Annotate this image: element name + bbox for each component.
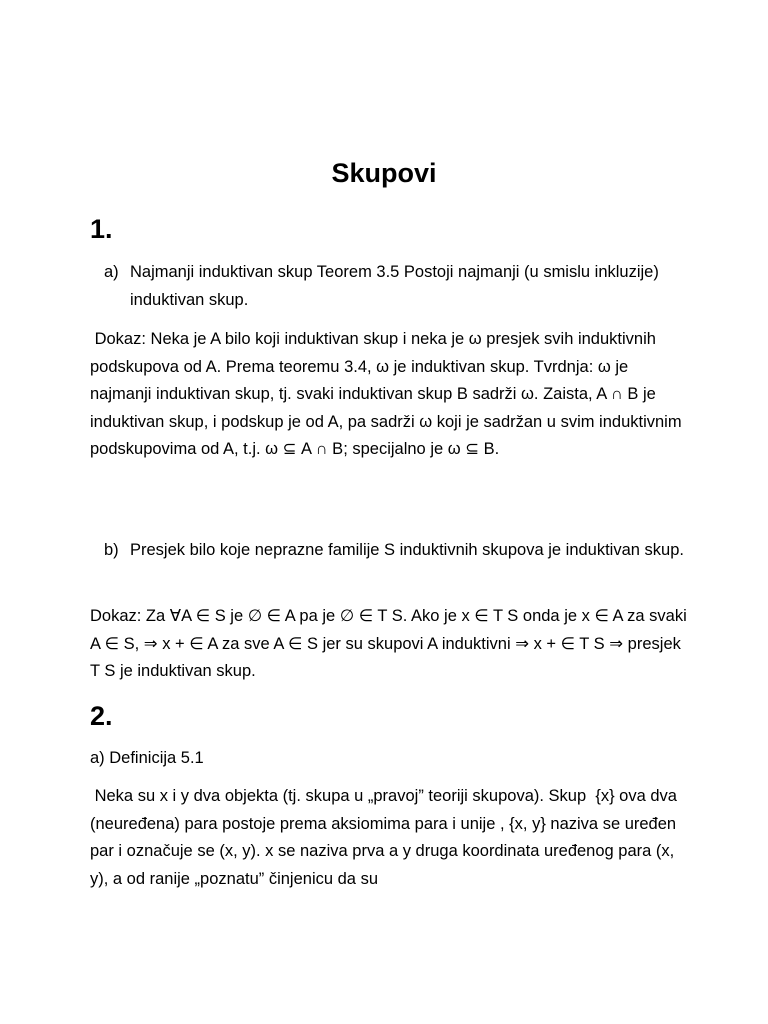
section-1-heading: 1.: [90, 214, 113, 244]
list-marker-b: b): [104, 541, 119, 559]
section-1-item-b: [104, 537, 694, 565]
definition-subheading: a) Definicija 5.1: [90, 749, 204, 767]
section-2-heading: 2.: [90, 701, 113, 731]
item-a-text: Najmanji induktivan skup Teorem 3.5 Postoji najmanji (u smislu inkluzije) induktivan skup.: [130, 263, 659, 309]
document-title: Skupovi: [331, 158, 437, 188]
definition-paragraph: Neka su x i y dva objekta (tj. skupa u „pravoj” teoriji skupova). Skup {x} ova dva (neuređena) para postoje prema aksiomima para i unije , {x, y} naziva se uređen par i označuje se (x, y). x se naziva prva a y druga koordinata uređenog para (x, y), a od ranije „poznatu” činjenicu da su: [90, 787, 682, 888]
proof-b-paragraph: Dokaz: Za ∀A ∈ S je ∅ ∈ A pa je ∅ ∈ T S. Ako je x ∈ T S onda je x ∈ A za svaki A ∈ S, ⇒ x + ∈ A za sve A ∈ S jer su skupovi A induktivni ⇒ x + ∈ T S ⇒ presjek T S je induktivan skup.: [90, 607, 691, 680]
list-marker-a: a): [104, 263, 119, 281]
section-1-item-a: [104, 259, 694, 314]
item-b-text: Presjek bilo koje neprazne familije S induktivnih skupova je induktivan skup.: [130, 541, 684, 559]
proof-a-paragraph: Dokaz: Neka je A bilo koji induktivan skup i neka je ω presjek svih induktivnih podskupova od A. Prema teoremu 3.4, ω je induktivan skup. Tvrdnja: ω je najmanji induktivan skup, tj. svaki induktivan skup B sadrži ω. Zaista, A ∩ B je induktivan skup, i podskup je od A, pa sadrži ω koji je sadržan u svim induktivnim podskupovima od A, t.j. ω ⊆ A ∩ B; specijalno je ω ⊆ B.: [90, 330, 687, 458]
